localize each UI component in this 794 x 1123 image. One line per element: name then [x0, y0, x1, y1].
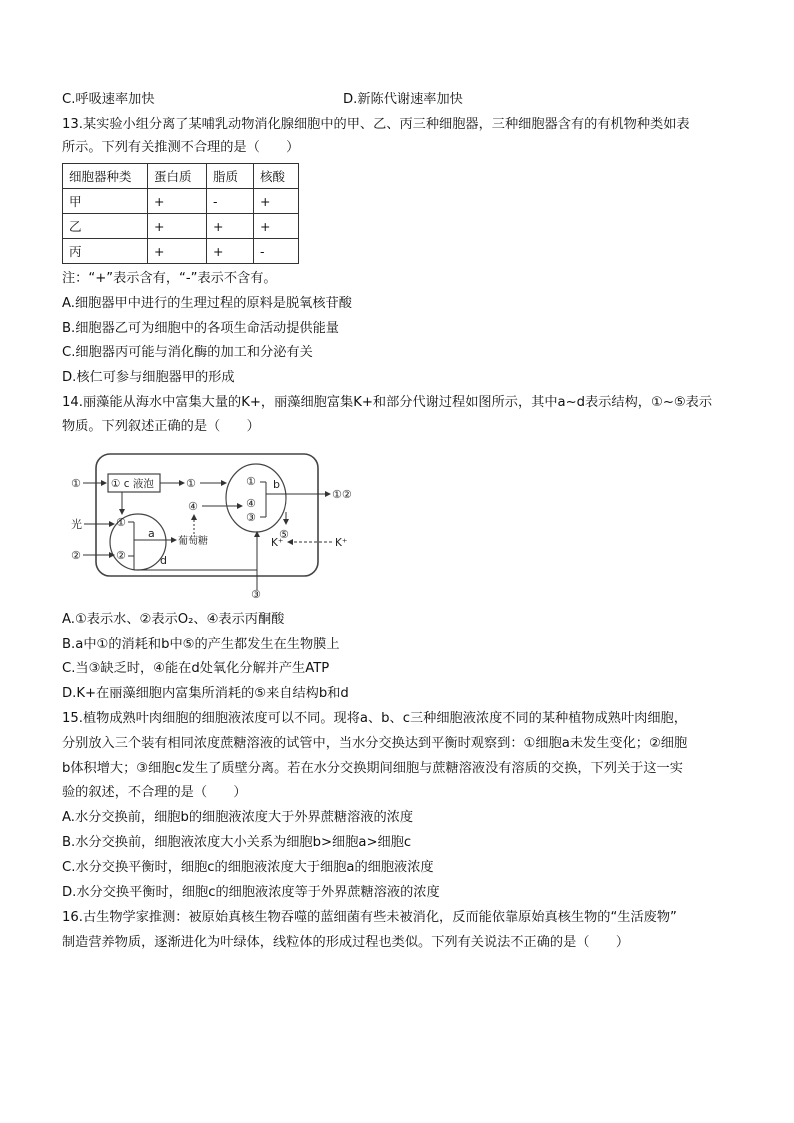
- table-cell: 乙: [63, 214, 148, 239]
- q15-stem-line3: b体积增大；③细胞c发生了质壁分离。若在水分交换期间细胞与蔗糖溶液没有溶质的交换，下列关于这一实: [62, 761, 683, 776]
- a-water-label: ①: [116, 516, 126, 529]
- table-row: [63, 239, 299, 264]
- table-cell: +: [148, 189, 207, 214]
- light-label: 光: [71, 518, 82, 531]
- q14-stem-line1: 14.丽藻能从海水中富集大量的K+，丽藻细胞富集K+和部分代谢过程如图所示，其中a~d表示结构，①~⑤表示: [62, 395, 713, 410]
- table-cell: +: [207, 239, 254, 264]
- q13-note: 注：“+”表示含有，“-”表示不含有。: [62, 271, 277, 286]
- q13-stem-line1: 13.某实验小组分离了某哺乳动物消化腺细胞中的甲、乙、丙三种细胞器，三种细胞器含有的有机物种类如表: [62, 117, 690, 132]
- table-cell: +: [148, 214, 207, 239]
- q12-option-c: C.呼吸速率加快: [62, 92, 155, 107]
- q13-option-c: C.细胞器丙可能与消化酶的加工和分泌有关: [62, 345, 313, 360]
- q13-option-d: D.核仁可参与细胞器甲的形成: [62, 370, 235, 385]
- q13-option-a: A.细胞器甲中进行的生理过程的原料是脱氧核苷酸: [62, 296, 352, 311]
- b-water-label: ①: [246, 475, 256, 488]
- q12-option-d: D.新陈代谢速率加快: [343, 92, 463, 107]
- a-label: a: [148, 527, 155, 540]
- table-cell: +: [254, 214, 299, 239]
- k-outside-label: K⁺: [335, 537, 348, 549]
- b-pyruvate-label: ④: [246, 497, 256, 510]
- table-row: [63, 214, 299, 239]
- q15-option-b: B.水分交换前，细胞液浓度大小关系为细胞b>细胞a>细胞c: [62, 835, 412, 850]
- table-cell: 甲: [63, 189, 148, 214]
- table-header-row: [63, 164, 299, 189]
- q14-stem-line2: 物质。下列叙述正确的是（ ）: [62, 419, 260, 434]
- table-cell: +: [148, 239, 207, 264]
- q15-option-a: A.水分交换前，细胞b的细胞液浓度大于外界蔗糖溶液的浓度: [62, 810, 414, 825]
- output-label: ①②: [332, 488, 352, 501]
- q13-stem-line2: 所示。下列有关推测不合理的是（ ）: [62, 140, 300, 155]
- input-co2-label: ②: [71, 549, 81, 562]
- a-co2-label: ②: [116, 549, 126, 562]
- table-header-cell: 脂质: [207, 164, 254, 189]
- table-cell: +: [254, 189, 299, 214]
- cell-process-diagram: [70, 452, 360, 600]
- glucose-label: 葡萄糖: [178, 536, 208, 547]
- q14-option-b: B.a中①的消耗和b中⑤的产生都发生在生物膜上: [62, 637, 340, 652]
- input-oxygen-label: ③: [251, 588, 261, 600]
- b-label: b: [273, 478, 280, 491]
- table-row: [63, 189, 299, 214]
- q14-option-a: A.①表示水、②表示O₂、④表示丙酮酸: [62, 612, 285, 627]
- q16-stem-line2: 制造营养物质，逐渐进化为叶绿体，线粒体的形成过程也类似。下列有关说法不正确的是（ ）: [62, 935, 630, 950]
- q13-option-b: B.细胞器乙可为细胞中的各项生命活动提供能量: [62, 321, 339, 336]
- b-oxygen-label: ③: [246, 511, 256, 524]
- table-cell: 丙: [63, 239, 148, 264]
- table-header-cell: 蛋白质: [148, 164, 207, 189]
- table-header-cell: 细胞器种类: [63, 164, 148, 189]
- organelle-table: [62, 163, 299, 264]
- table-header-cell: 核酸: [254, 164, 299, 189]
- input-water-label: ①: [71, 477, 81, 490]
- q15-stem-line1: 15.植物成熟叶肉细胞的细胞液浓度可以不同。现将a、b、c三种细胞液浓度不同的某种植物成熟叶肉细胞，: [62, 711, 687, 726]
- k-inside-label: K⁺: [271, 537, 284, 549]
- d-label: d: [160, 554, 167, 567]
- mitochondrion-b: [226, 464, 286, 532]
- mid-water-label: ①: [186, 477, 196, 490]
- pyruvate-label: ④: [188, 500, 198, 513]
- q16-stem-line1: 16.古生物学家推测：被原始真核生物吞噬的蓝细菌有些未被消化，反而能依靠原始真核生物的“生活废物”: [62, 910, 677, 925]
- q15-option-c: C.水分交换平衡时，细胞c的细胞液浓度大于细胞a的细胞液浓度: [62, 860, 434, 875]
- q15-option-d: D.水分交换平衡时，细胞c的细胞液浓度等于外界蔗糖溶液的浓度: [62, 885, 440, 900]
- atp-label: ⑤: [279, 528, 289, 541]
- q15-stem-line4: 验的叙述，不合理的是（ ）: [62, 785, 247, 800]
- table-cell: -: [207, 189, 254, 214]
- vacuole-label: ① c 液泡: [111, 478, 154, 490]
- q15-stem-line2: 分别放入三个装有相同浓度蔗糖溶液的试管中，当水分交换达到平衡时观察到：①细胞a未发生变化；②细胞: [62, 736, 688, 751]
- q14-option-d: D.K+在丽藻细胞内富集所消耗的⑤来自结构b和d: [62, 686, 349, 701]
- table-cell: -: [254, 239, 299, 264]
- table-cell: +: [207, 214, 254, 239]
- q14-option-c: C.当③缺乏时，④能在d处氧化分解并产生ATP: [62, 661, 330, 676]
